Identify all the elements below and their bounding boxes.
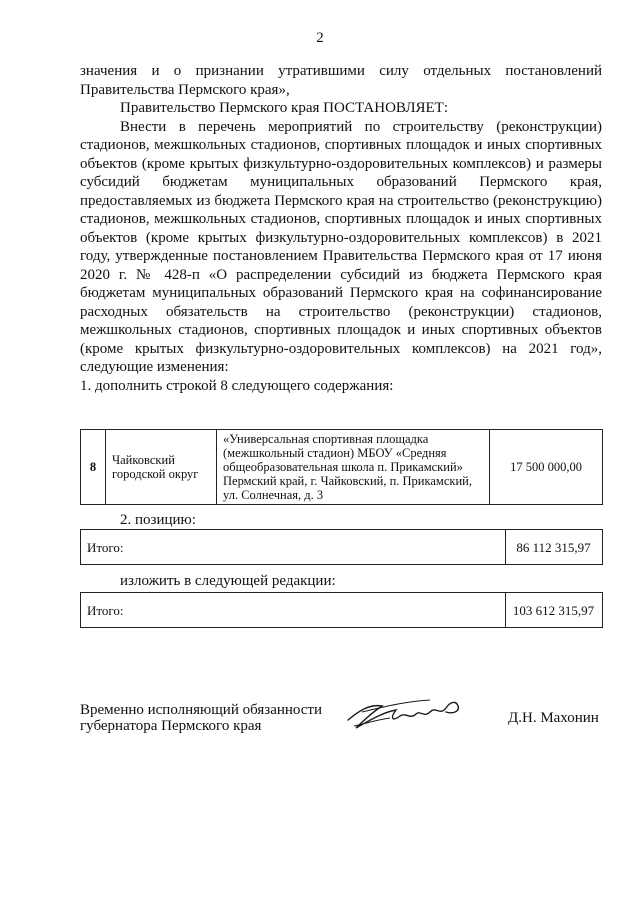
- item-1: 1. дополнить строкой 8 следующего содержания:: [80, 377, 394, 394]
- paragraph-2: Правительство Пермского края ПОСТАНОВЛЯЕТ:: [120, 100, 449, 116]
- decree-text: [80, 62, 602, 395]
- new-total-row: [80, 592, 603, 628]
- signatory-title-line-2: губернатора Пермского края: [80, 718, 262, 734]
- description-cell: «Универсальная спортивная площадка (межшкольный стадион) МБОУ «Средняя общеобразовательная школа п. Прикамский» Пермский край, г. Чайковский, п. Прикамский, ул. Солнечная, д. 3: [217, 430, 490, 505]
- new-total-amount: 103 612 315,97: [512, 603, 595, 618]
- old-total-row: [80, 529, 603, 565]
- table-row: [81, 430, 603, 505]
- handwritten-signature: [340, 690, 470, 740]
- paragraph-3: Внести в перечень мероприятий по строительству (реконструкции) стадионов, межшкольных стадионов, спортивных площадок и иных спортивных объектов (кроме крытых физкультурно-оздоровительных комплексов) и размеры субсидий бюджетам муниципальных образований Пермского края, предоставляемых из бюджета Пермского края на строительство (реконструкцию) стадионов, межшкольных стадионов, спортивных площадок и иных спортивных объектов (кроме крытых физкультурно-оздоровительных комплексов) в 2021 году, утвержденные постановлением Правительства Пермского края от 17 июня 2020 г. № 428-п «О распределении субсидий из бюджета Пермского края бюджетам муниципальных образований Пермского края на софинансирование расходных обязательств на строительство (реконструкции) стадионов, межшкольных стадионов, спортивных площадок и иных спортивных объектов (кроме крытых физкультурно-оздоровительных комплексов) на 2021 год», следующие изменения:: [80, 118, 602, 375]
- row-8-table: [80, 429, 603, 505]
- item-2: 2. позицию:: [120, 512, 196, 528]
- new-total-label: Итого:: [87, 603, 124, 618]
- signatory-title-line-1: Временно исполняющий обязанности: [80, 702, 323, 718]
- paragraph-1: значения и о признании утратившими силу отдельных постановлений Правительства Пермского края»,: [80, 63, 602, 98]
- signatory-name: Д.Н. Махонин: [508, 710, 599, 726]
- municipality-cell: Чайковский городской округ: [106, 430, 217, 505]
- old-total-amount: 86 112 315,97: [516, 540, 591, 555]
- page-number: 2: [316, 30, 324, 46]
- amount-cell: 17 500 000,00: [490, 430, 603, 505]
- row-number: 8: [81, 430, 106, 505]
- new-edition-label: изложить в следующей редакции:: [120, 573, 336, 589]
- signatory-title: [80, 702, 322, 734]
- old-total-label: Итого:: [87, 540, 124, 555]
